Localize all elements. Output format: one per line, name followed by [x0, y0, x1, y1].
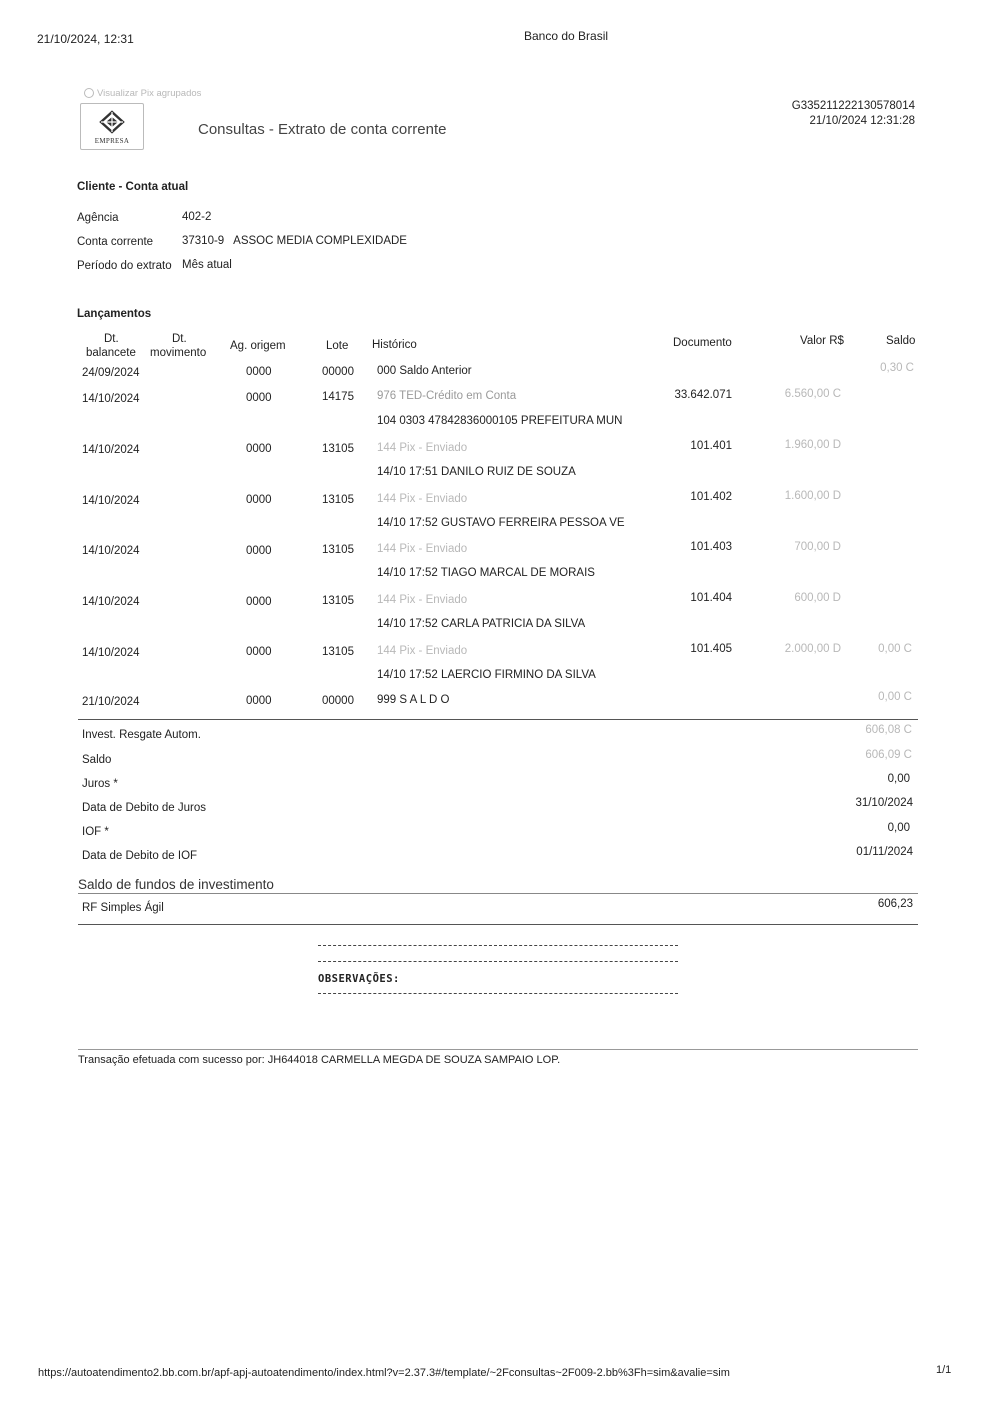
- row-documento: 101.403: [690, 541, 732, 553]
- bb-logo-icon: [99, 110, 125, 134]
- transaction-note: Transação efetuada com sucesso por: JH644018 CARMELLA MEGDA DE SOUZA SAMPAIO LOP.: [78, 1054, 561, 1066]
- row-historico: 144 Pix - Enviado: [377, 594, 468, 606]
- page-title: Consultas - Extrato de conta corrente: [198, 121, 447, 138]
- row-ag: 0000: [246, 443, 272, 455]
- row-detail: 14/10 17:51 DANILO RUIZ DE SOUZA: [377, 466, 576, 478]
- row-valor: 700,00 D: [794, 541, 841, 553]
- funds-title: Saldo de fundos de investimento: [78, 877, 274, 892]
- row-documento: 101.404: [690, 592, 732, 604]
- divider: [78, 1049, 918, 1050]
- row-lote: 14175: [322, 391, 354, 403]
- print-url: https://autoatendimento2.bb.com.br/apf-apj-autoatendimento/index.html?v=2.37.3#/template/~2Fconsultas~2F009-2.bb%3Fh=sim&avalie=sim: [38, 1367, 730, 1379]
- summary-value: 0,00: [887, 773, 910, 785]
- row-date: 14/10/2024: [82, 393, 140, 405]
- row-date: 14/10/2024: [82, 495, 140, 507]
- row-historico: 144 Pix - Enviado: [377, 645, 468, 657]
- row-detail: 14/10 17:52 GUSTAVO FERREIRA PESSOA VE: [377, 517, 625, 529]
- row-date: 14/10/2024: [82, 596, 140, 608]
- conta-value: 37310-9 ASSOC MEDIA COMPLEXIDADE: [182, 235, 407, 247]
- row-historico: 144 Pix - Enviado: [377, 442, 468, 454]
- row-detail: 14/10 17:52 LAERCIO FIRMINO DA SILVA: [377, 669, 596, 681]
- row-valor: 6.560,00 C: [784, 388, 841, 400]
- periodo-value: Mês atual: [182, 259, 232, 271]
- summary-label: Data de Debito de Juros: [82, 802, 207, 814]
- row-date: 14/10/2024: [82, 647, 140, 659]
- row-lote: 13105: [322, 443, 354, 455]
- summary-value: 01/11/2024: [856, 846, 913, 858]
- header-valor: Valor R$: [800, 335, 844, 347]
- periodo-label: Período do extrato: [77, 260, 172, 272]
- header-dt-movimento-1: Dt.: [172, 333, 187, 345]
- lancamentos-title: Lançamentos: [77, 308, 152, 320]
- row-saldo: 0,00 C: [878, 691, 912, 703]
- row-ag: 0000: [246, 646, 272, 658]
- row-valor: 1.960,00 D: [784, 439, 841, 451]
- row-historico: 000 Saldo Anterior: [377, 365, 472, 377]
- row-ag: 0000: [246, 596, 272, 608]
- protocol-number: G335211222130578014: [791, 100, 915, 112]
- header-dt-movimento-2: movimento: [150, 347, 207, 359]
- row-documento: 101.401: [690, 440, 732, 452]
- header-saldo: Saldo: [886, 335, 916, 347]
- summary-label: Data de Debito de IOF: [82, 850, 198, 862]
- row-documento: 101.402: [690, 491, 732, 503]
- radio-icon[interactable]: [84, 88, 94, 98]
- row-saldo: 0,30 C: [880, 362, 914, 374]
- header-historico: Histórico: [372, 339, 417, 351]
- group-pix-label: Visualizar Pix agrupados: [97, 88, 202, 99]
- summary-value: 0,00: [887, 822, 910, 834]
- statement-timestamp: 21/10/2024 12:31:28: [809, 115, 915, 127]
- row-valor: 600,00 D: [794, 592, 841, 604]
- row-documento: 101.405: [690, 643, 732, 655]
- funds-value: 606,23: [877, 898, 913, 910]
- row-valor: 1.600,00 D: [784, 490, 841, 502]
- summary-label: Saldo: [82, 754, 112, 766]
- header-documento: Documento: [673, 337, 732, 349]
- row-valor: 2.000,00 D: [784, 643, 841, 655]
- row-lote: 13105: [322, 494, 354, 506]
- row-historico: 999 S A L D O: [377, 694, 450, 706]
- client-section-title: Cliente - Conta atual: [77, 181, 189, 193]
- dashed-line: [318, 945, 678, 946]
- row-detail: 14/10 17:52 TIAGO MARCAL DE MORAIS: [377, 567, 595, 579]
- row-lote: 13105: [322, 544, 354, 556]
- summary-label: IOF *: [82, 826, 109, 838]
- header-lote: Lote: [326, 340, 349, 352]
- summary-value: 31/10/2024: [855, 797, 913, 809]
- row-date: 24/09/2024: [82, 367, 140, 379]
- row-historico: 144 Pix - Enviado: [377, 493, 468, 505]
- print-title: Banco do Brasil: [524, 29, 609, 43]
- row-historico: 144 Pix - Enviado: [377, 543, 468, 555]
- group-pix-radio[interactable]: [84, 88, 201, 99]
- row-date: 14/10/2024: [82, 545, 140, 557]
- dashed-line: [318, 993, 678, 994]
- header-ag-origem: Ag. origem: [230, 340, 286, 352]
- summary-value: 606,09 C: [865, 749, 912, 761]
- summary-label: Juros *: [82, 778, 118, 790]
- divider: [78, 719, 918, 720]
- agencia-label: Agência: [77, 212, 119, 224]
- funds-label: RF Simples Ágil: [82, 902, 164, 914]
- agencia-value: 402-2: [182, 211, 212, 223]
- observacoes-label: OBSERVAÇÕES:: [318, 973, 400, 985]
- row-documento: 33.642.071: [674, 389, 732, 401]
- row-ag: 0000: [246, 545, 272, 557]
- dashed-line: [318, 961, 678, 962]
- row-saldo: 0,00 C: [878, 643, 912, 655]
- row-date: 21/10/2024: [82, 696, 140, 708]
- row-lote: 13105: [322, 595, 354, 607]
- summary-label: Invest. Resgate Autom.: [82, 729, 201, 741]
- row-ag: 0000: [246, 494, 272, 506]
- row-detail: 14/10 17:52 CARLA PATRICIA DA SILVA: [377, 618, 586, 630]
- bb-logo: [80, 103, 144, 150]
- row-lote: 13105: [322, 646, 354, 658]
- row-ag: 0000: [246, 366, 272, 378]
- row-lote: 00000: [322, 695, 354, 707]
- row-historico: 976 TED-Crédito em Conta: [377, 390, 517, 402]
- header-dt-balancete-2: balancete: [86, 347, 136, 359]
- row-ag: 0000: [246, 695, 272, 707]
- conta-label: Conta corrente: [77, 236, 154, 248]
- print-datetime: 21/10/2024, 12:31: [37, 32, 134, 46]
- divider: [78, 924, 918, 925]
- row-ag: 0000: [246, 392, 272, 404]
- row-detail: 104 0303 47842836000105 PREFEITURA MUN: [377, 415, 623, 427]
- print-page-number: 1/1: [936, 1364, 952, 1376]
- summary-value: 606,08 C: [865, 724, 912, 736]
- header-dt-balancete-1: Dt.: [104, 333, 119, 345]
- row-date: 14/10/2024: [82, 444, 140, 456]
- divider: [78, 893, 918, 894]
- bb-logo-label: EMPRESA: [94, 137, 130, 145]
- row-lote: 00000: [322, 366, 354, 378]
